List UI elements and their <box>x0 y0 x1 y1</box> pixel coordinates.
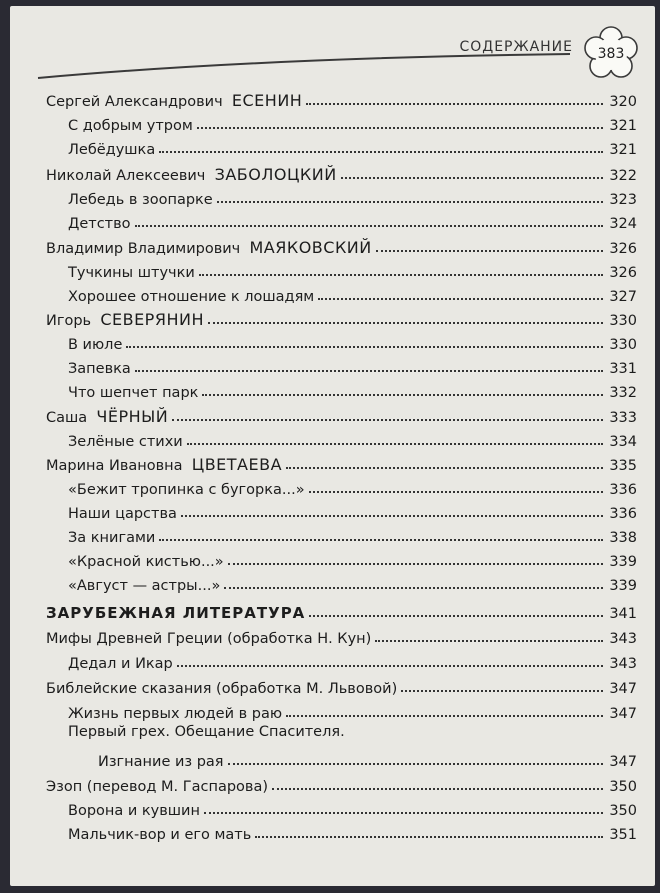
dot-leader <box>204 812 603 814</box>
toc-entry-title: В июле <box>68 337 123 353</box>
author-last-name: ЧЁРНЫЙ <box>96 407 169 426</box>
toc-author-name <box>46 91 306 110</box>
toc-entry <box>68 355 637 377</box>
toc-entry-title: С добрым утром <box>68 118 193 134</box>
toc-page-number: 321 <box>609 142 637 158</box>
page-number: 383 <box>597 46 625 62</box>
toc-page-number: 320 <box>609 94 637 110</box>
author-last-name: ЕСЕНИН <box>231 91 303 110</box>
toc-entry <box>68 650 637 672</box>
toc-page-number: 322 <box>609 168 637 184</box>
toc-entry-title: Мальчик-вор и его мать <box>68 827 252 843</box>
toc-section <box>46 600 637 622</box>
toc-author <box>46 452 637 474</box>
toc-entry-title: ЗАРУБЕЖНАЯ ЛИТЕРАТУРА <box>46 604 306 622</box>
toc-entry <box>68 572 637 594</box>
dot-leader <box>208 322 603 324</box>
toc-author <box>46 404 637 426</box>
toc-page-number: 330 <box>609 337 637 353</box>
toc-entry <box>68 259 637 281</box>
toc-page-number: 326 <box>609 241 637 257</box>
toc-entry <box>68 283 637 305</box>
dot-leader <box>224 587 603 589</box>
toc-entry-title: Изгнание из рая <box>98 754 224 770</box>
author-last-name: ЦВЕТАЕВА <box>191 455 283 474</box>
toc-entry-title: «Красной кистью...» <box>68 554 224 570</box>
toc-entry <box>68 476 637 498</box>
toc-entry <box>68 524 637 546</box>
page-header-title: СОДЕРЖАНИЕ <box>459 39 573 55</box>
toc-page-number: 336 <box>609 506 637 522</box>
toc-entry <box>68 379 637 401</box>
toc-author <box>46 675 637 697</box>
toc-page-number: 347 <box>609 754 637 770</box>
dot-leader <box>197 127 603 129</box>
dot-leader <box>401 690 603 692</box>
toc-page-number: 324 <box>609 216 637 232</box>
author-last-name: СЕВЕРЯНИН <box>100 310 204 329</box>
dot-leader <box>126 346 603 348</box>
toc-author <box>46 88 637 110</box>
toc-page-number: 330 <box>609 313 637 329</box>
toc-author-name <box>46 165 341 184</box>
dot-leader <box>286 715 603 717</box>
toc-page-number: 350 <box>609 803 637 819</box>
dot-leader <box>135 225 603 227</box>
toc-entry-title: Детство <box>68 216 131 232</box>
book-page <box>10 6 655 886</box>
toc-page-number: 334 <box>609 434 637 450</box>
toc-entry-title: «Бежит тропинка с бугорка...» <box>68 482 305 498</box>
toc-entry-title: Мифы Древней Греции (обработка Н. Кун) <box>46 631 372 647</box>
toc-author <box>46 773 637 795</box>
toc-page-number: 339 <box>609 578 637 594</box>
toc-entry <box>68 136 637 158</box>
toc-entry-title: Наши царства <box>68 506 177 522</box>
author-first-name: Николай Алексеевич <box>46 168 215 184</box>
dot-leader <box>286 467 603 469</box>
toc-page-number: 350 <box>609 779 637 795</box>
dot-leader <box>341 177 603 179</box>
dot-leader <box>181 515 603 517</box>
toc-entry <box>98 748 637 770</box>
dot-leader <box>376 250 603 252</box>
dot-leader <box>172 419 603 421</box>
toc-entry-title: За книгами <box>68 530 156 546</box>
toc-author-name <box>46 238 376 257</box>
toc-page-number: 338 <box>609 530 637 546</box>
author-first-name: Игорь <box>46 313 101 329</box>
toc-entry <box>68 797 637 819</box>
toc-entry-title: Эзоп (перевод М. Гаспарова) <box>46 779 268 795</box>
dot-leader <box>309 615 603 617</box>
toc-page-number: 332 <box>609 385 637 401</box>
dot-leader <box>228 563 603 565</box>
dot-leader <box>159 151 603 153</box>
toc-entry <box>68 500 637 522</box>
toc-author <box>46 162 637 184</box>
dot-leader <box>135 370 603 372</box>
dot-leader <box>202 394 603 396</box>
toc-page-number: 335 <box>609 458 637 474</box>
toc-entry-title: Тучкины штучки <box>68 265 195 281</box>
dot-leader <box>309 491 603 493</box>
toc-entry-title: Ворона и кувшин <box>68 803 200 819</box>
toc-author-name <box>46 407 172 426</box>
toc-entry-title: Хорошее отношение к лошадям <box>68 289 315 305</box>
toc-entry <box>68 821 637 843</box>
toc-entry <box>68 700 637 722</box>
toc-entry <box>68 186 637 208</box>
toc-page-number: 327 <box>609 289 637 305</box>
dot-leader <box>318 298 603 300</box>
toc-page-number: 341 <box>609 606 637 622</box>
toc-author-name <box>46 455 286 474</box>
toc-page-number: 331 <box>609 361 637 377</box>
toc-entry <box>68 331 637 353</box>
toc-entry <box>68 210 637 232</box>
toc-page-number: 333 <box>609 410 637 426</box>
dot-leader <box>306 103 603 105</box>
dot-leader <box>255 836 603 838</box>
toc-entry-title: Библейские сказания (обработка М. Львовой) <box>46 681 398 697</box>
toc-entry-title: Жизнь первых людей в раю <box>68 706 283 722</box>
dot-leader <box>228 763 603 765</box>
toc-entry-title: Зелёные стихи <box>68 434 183 450</box>
toc-page-number: 347 <box>609 681 637 697</box>
toc-entry <box>68 112 637 134</box>
toc-entry-title: Дедал и Икар <box>68 656 173 672</box>
dot-leader <box>177 665 603 667</box>
toc-entry-title: Лебедь в зоопарке <box>68 192 213 208</box>
toc-page-number: 339 <box>609 554 637 570</box>
author-first-name: Сергей Александрович <box>46 94 232 110</box>
toc-entry-title: Лебёдушка <box>68 142 156 158</box>
toc-author-name <box>46 310 208 329</box>
dot-leader <box>159 539 603 541</box>
toc-entry-title: Запевка <box>68 361 131 377</box>
toc-page-number: 323 <box>609 192 637 208</box>
toc-entry-title: Что шепчет парк <box>68 385 199 401</box>
dot-leader <box>375 640 603 642</box>
toc-page-number: 343 <box>609 631 637 647</box>
author-first-name: Владимир Владимирович <box>46 241 250 257</box>
toc-author <box>46 235 637 257</box>
toc-page-number: 321 <box>609 118 637 134</box>
toc-page-number: 347 <box>609 706 637 722</box>
toc-page-number: 326 <box>609 265 637 281</box>
toc-page-number: 343 <box>609 656 637 672</box>
author-last-name: МАЯКОВСКИЙ <box>249 238 372 257</box>
toc-entry <box>68 548 637 570</box>
toc-page-number: 336 <box>609 482 637 498</box>
toc-entry-title: «Август — астры...» <box>68 578 221 594</box>
dot-leader <box>199 274 603 276</box>
toc-entry <box>68 428 637 450</box>
toc-page-number: 351 <box>609 827 637 843</box>
author-first-name: Марина Ивановна <box>46 458 192 474</box>
page-header <box>10 6 655 86</box>
author-last-name: ЗАБОЛОЦКИЙ <box>214 165 337 184</box>
dot-leader <box>272 788 603 790</box>
toc-author <box>46 625 637 647</box>
toc-author <box>46 307 637 329</box>
author-first-name: Саша <box>46 410 97 426</box>
dot-leader <box>187 443 603 445</box>
toc-entry-title: Первый грех. Обещание Спасителя. <box>68 724 345 740</box>
dot-leader <box>217 201 603 203</box>
